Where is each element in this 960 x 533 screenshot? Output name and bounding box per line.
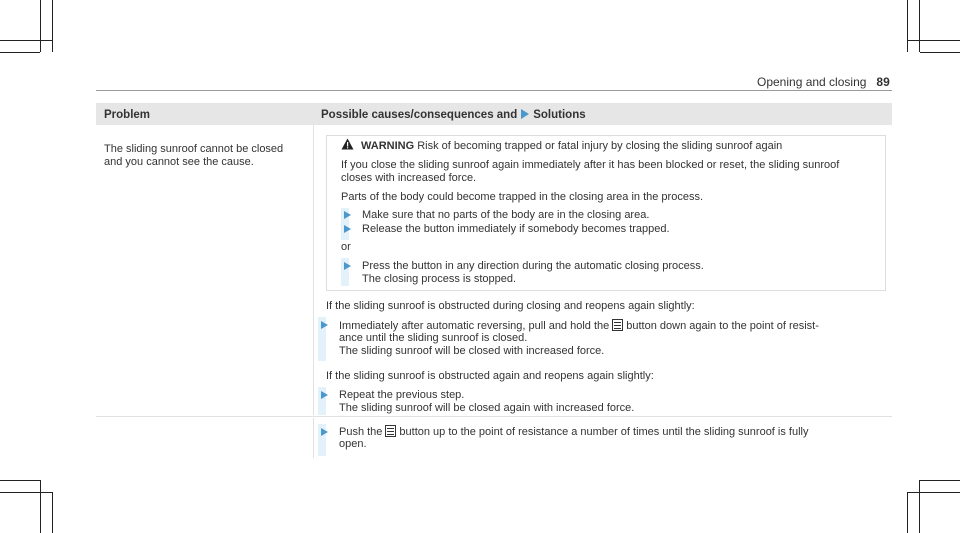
crop-mark	[52, 0, 53, 52]
column-divider	[313, 418, 314, 458]
step-4-text-a: Immediately after automatic reversing, pull and hold the	[339, 320, 610, 332]
crop-mark	[0, 40, 52, 41]
step-arrow-icon	[344, 211, 351, 219]
step-4-line-2: ance until the sliding sunroof is closed.	[339, 332, 528, 344]
step-6-text-a: Push the	[339, 426, 383, 438]
step-5: Repeat the previous step.	[339, 389, 465, 401]
warning-para-2: Parts of the body could become trapped in the closing area in the process.	[341, 191, 703, 203]
case-2-text: If the sliding sunroof is obstructed again and reopens again slightly:	[326, 370, 654, 382]
problem-text-line-2: and you cannot see the cause.	[104, 156, 254, 168]
warning-para-1-line-1: If you close the sliding sunroof again immediately after it has been blocked or reset, the sliding sunroof	[341, 159, 840, 171]
arrow-right-icon	[521, 109, 529, 119]
step-4-result: The sliding sunroof will be closed with increased force.	[339, 345, 605, 357]
crop-mark	[919, 480, 920, 533]
crop-mark	[40, 480, 41, 533]
step-6-line-1	[339, 425, 808, 439]
step-arrow-icon	[321, 428, 328, 436]
step-arrow-icon	[321, 391, 328, 399]
header-rule	[96, 90, 892, 91]
case-1-text: If the sliding sunroof is obstructed during closing and reopens again slightly:	[326, 300, 695, 312]
crop-mark	[908, 40, 960, 41]
warning-step-2: Release the button immediately if somebody becomes trapped.	[362, 223, 670, 235]
column-header-solutions	[321, 109, 586, 121]
warning-triangle-icon	[341, 138, 354, 150]
column-divider	[313, 125, 314, 415]
sunroof-button-icon	[612, 319, 623, 331]
step-arrow-icon	[344, 225, 351, 233]
step-6-line-2: open.	[339, 438, 367, 450]
crop-mark	[907, 492, 908, 533]
step-arrow-icon	[321, 321, 328, 329]
step-6-text-b: button up to the point of resistance a number of times until the sliding sunroof is fully	[399, 426, 809, 438]
row-divider	[96, 416, 892, 417]
running-header	[757, 75, 890, 89]
crop-mark	[0, 52, 40, 53]
column-header-problem: Problem	[104, 109, 151, 121]
page-number: 89	[876, 75, 890, 89]
step-4-line-1	[339, 319, 819, 333]
crop-mark	[908, 492, 960, 493]
crop-mark	[919, 0, 920, 52]
warning-or: or	[341, 241, 351, 253]
sunroof-button-icon	[385, 425, 396, 437]
warning-title: Risk of becoming trapped or fatal injury by closing the sliding sunroof again	[417, 140, 783, 152]
warning-para-1-line-2: closes with increased force.	[341, 172, 477, 184]
crop-mark	[0, 480, 40, 481]
crop-mark	[0, 492, 52, 493]
crop-mark	[920, 480, 960, 481]
warning-heading	[361, 140, 782, 153]
crop-mark	[920, 52, 960, 53]
problem-text-line-1: The sliding sunroof cannot be closed	[104, 143, 284, 155]
step-arrow-icon	[344, 262, 351, 270]
warning-step-3-result: The closing process is stopped.	[362, 273, 517, 285]
column-header-solutions-prefix: Possible causes/consequences and	[321, 109, 518, 121]
warning-step-1: Make sure that no parts of the body are in the closing area.	[362, 209, 650, 221]
step-4-text-b: button down again to the point of resist-	[626, 320, 819, 332]
step-5-result: The sliding sunroof will be closed again with increased force.	[339, 402, 635, 414]
table-header	[96, 103, 892, 125]
column-header-solutions-suffix: Solutions	[533, 109, 586, 121]
crop-mark	[907, 0, 908, 52]
warning-label: WARNING	[361, 140, 415, 152]
warning-step-3: Press the button in any direction during the automatic closing process.	[362, 260, 704, 272]
crop-mark	[40, 0, 41, 52]
section-title: Opening and closing	[757, 75, 867, 89]
crop-mark	[52, 492, 53, 533]
